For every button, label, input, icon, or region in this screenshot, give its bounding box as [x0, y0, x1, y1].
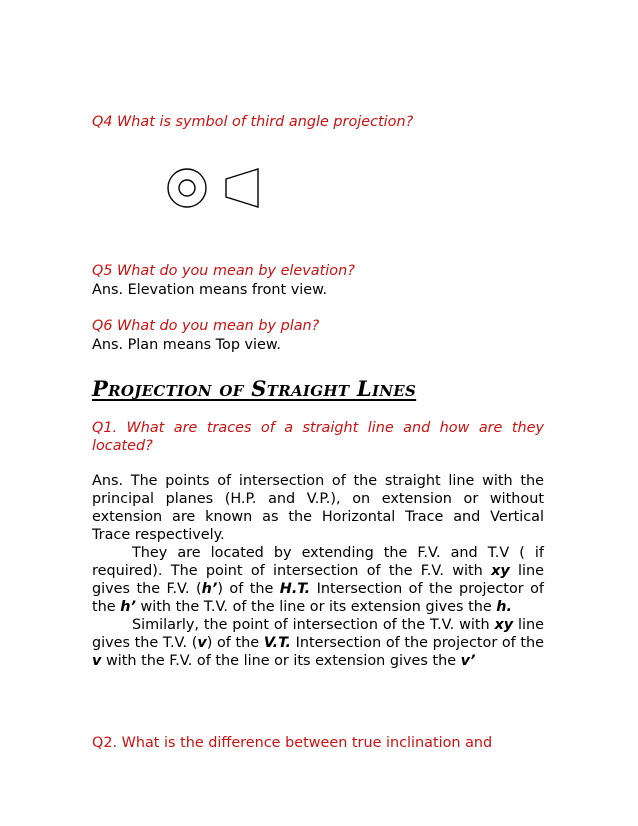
q1-answer: [92, 472, 544, 670]
q1-answer-paragraph-1: Ans. The points of intersection of the straight line with the principal planes (H.P. and V.P.), on extension or without extension are known as the Horizontal Trace and Vertical Trace respectively.: [92, 473, 544, 543]
q2-question: Q2. What is the difference between true inclination and: [92, 735, 493, 751]
third-angle-projection-symbol: [165, 167, 265, 211]
q4-question: Q4 What is symbol of third angle projection?: [92, 114, 414, 130]
q5-answer: Ans. Elevation means front view.: [92, 282, 328, 298]
q6-question: Q6 What do you mean by plan?: [92, 318, 320, 334]
q5-question: Q5 What do you mean by elevation?: [92, 263, 355, 279]
section-heading: Projection of Straight Lines: [92, 376, 417, 401]
q6-answer: Ans. Plan means Top view.: [92, 337, 281, 353]
q1-answer-paragraph-2: They are located by extending the F.V. and T.V ( if required). The point of intersection of the F.V. with xy line gives the F.V. (h’) of the H.T. Intersection of the projector of the h’ with the T.V. of the line or its extension gives the h.: [92, 545, 545, 615]
q1-answer-paragraph-3: Similarly, the point of intersection of the T.V. with xy line gives the T.V. (v) of the V.T. Intersection of the projector of the v with the F.V. of the line or its extension gives the v’: [92, 617, 545, 669]
q1-question: Q1. What are traces of a straight line and how are they located?: [92, 420, 544, 454]
